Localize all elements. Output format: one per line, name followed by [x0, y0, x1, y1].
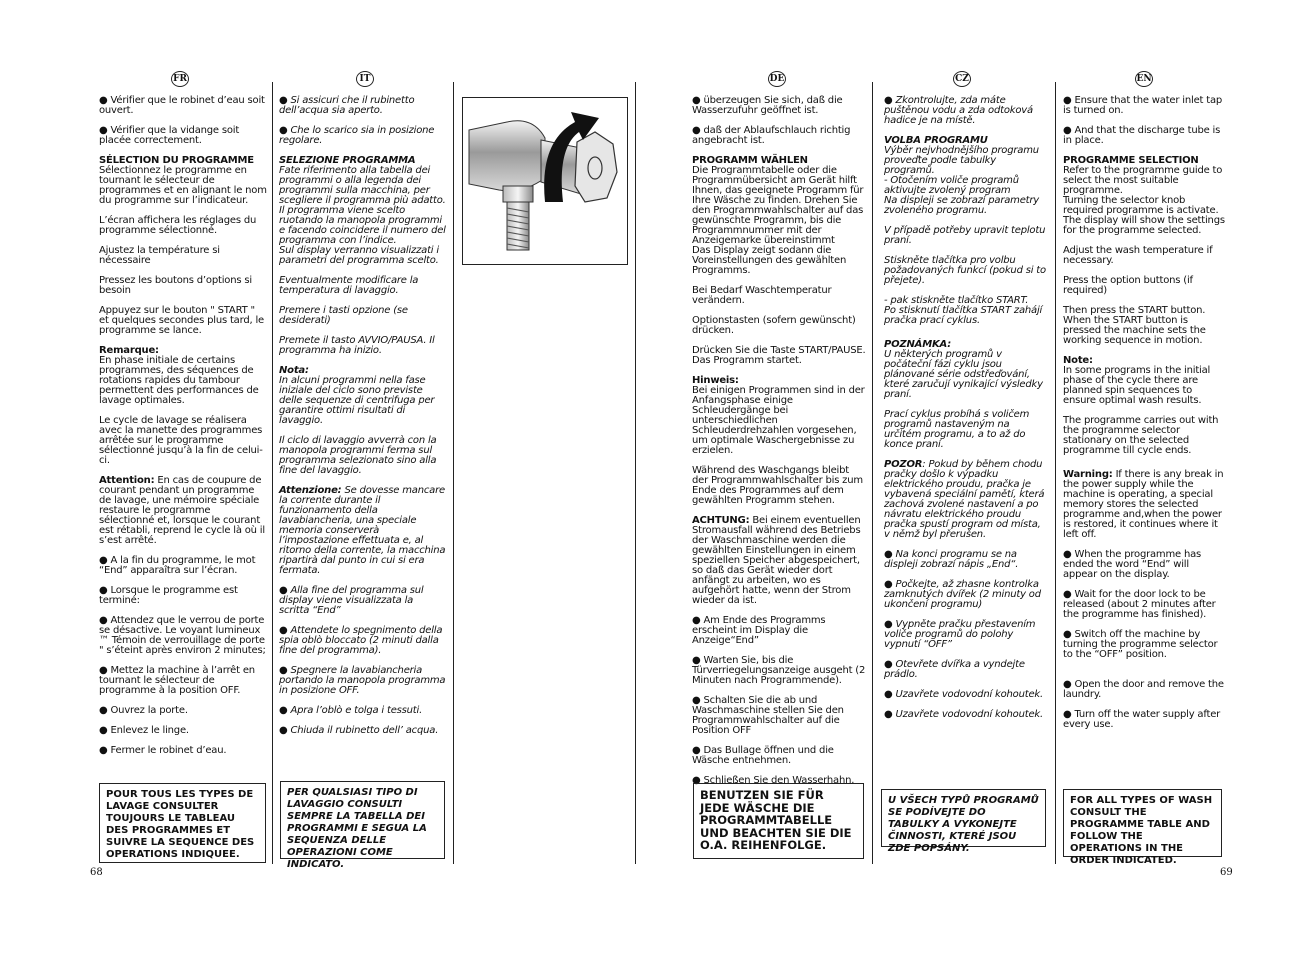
cz-heading-warning: POZOR [884, 459, 923, 470]
it-p11: Se dovesse mancare la corrente durante il funzionamento della lavabiancheria, una speciale memoria conserverà l’impostazione effettuata e, al ritorno della corrente, la macchina ripartirà dal punto in cui si era fermata. [279, 485, 446, 576]
de-p7: Drücken Sie die Taste START/PAUSE. Das Programm startet. [692, 345, 866, 366]
en-p11: If there is any break in the power supply while the machine is operating, a special memory stores the selected programme and,when the power is restored, it continues where it left off. [1063, 469, 1224, 540]
cz-p1: ● Zkontrolujte, zda máte puštěnou vodu a zda odtoková hadice je na místě. [884, 95, 1033, 126]
fr-attention [99, 476, 267, 546]
it-p3: Fate riferimento alla tabella dei programmi o alla legenda dei programmi sulla macchina, per scegliere il programma più adatto. [279, 165, 446, 206]
it-p1: ● Si assicuri che il rubinetto dell’acqua sia aperto. [279, 95, 415, 116]
cz-p8: Po stisknutí tlačítka START zahájí pračka prací cyklus. [884, 305, 1043, 326]
de-hint [692, 376, 867, 456]
it-attention [279, 486, 446, 576]
it-p5: Sul display verranno visualizzati i parametri del programma scelto. [279, 245, 439, 266]
de-p12: ● Warten Sie, bis die Türverriegelungsanzeige ausgeht (2 Minuten nach Programmende). [692, 655, 866, 686]
fr-notice-box: POUR TOUS LES TYPES DE LAVAGE CONSULTER TOUJOURS LE TABLEAU DES PROGRAMMES ET SUIVRE LA SEQUENCE DES OPERATIONS INDIQUEE. [99, 783, 266, 863]
it-p14: ● Spegnere la lavabiancheria portando la manopola programma in posizione OFF. [279, 665, 446, 696]
en-p2: ● And that the discharge tube is in place. [1063, 125, 1221, 146]
column-rule-3 [635, 82, 636, 864]
en-p10: The programme carries out with the programme selector stationary on the selected programme till cycle ends. [1063, 415, 1219, 456]
cz-p12: ● Na konci programu se na displeji zobrazí nápis „End“. [884, 549, 1019, 570]
en-warning [1063, 470, 1225, 540]
fr-column [99, 96, 267, 766]
fr-p13: ● Attendez que le verrou de porte se désactive. Le voyant lumineux ™ Témoin de verrouillage de porte " s’éteint après environ 2 minutes; [99, 615, 266, 656]
cz-p10: Prací cyklus probíhá s voličem programů nastaveným na určitém programu, a to až do konce praní. [884, 409, 1030, 450]
it-p6: Eventualmente modificare la temperatura di lavaggio. [279, 275, 419, 296]
language-badge-en: EN [1135, 71, 1153, 87]
de-p10: Bei einem eventuellen Stromausfall während des Betriebs der Waschmaschine werden die gewählten Einstellungen in einem speziellen Speicher abgespeichert, so daß das Gerät wieder dort anfängt zu arbeiten, wo es aufgehört hatte, wenn der Strom wieder da ist. [692, 515, 861, 606]
de-p2: ● daß der Ablaufschlauch richtig angebracht ist. [692, 125, 851, 146]
it-section [279, 156, 446, 206]
it-note [279, 366, 446, 426]
de-p6: Optionstasten (sofern gewünscht) drücken. [692, 315, 856, 336]
en-p1: ● Ensure that the water inlet tap is turned on. [1063, 95, 1223, 116]
rotate-arrow-icon [535, 102, 605, 212]
en-p3: Refer to the programme guide to select the most suitable programme. [1063, 165, 1223, 196]
de-column [692, 96, 867, 796]
cz-p4: Na displeji se zobrazí parametry zvoleného programu. [884, 195, 1039, 216]
de-p3: Die Programmtabelle oder die Programmübersicht am Gerät hilft Ihnen, das geeignete Programm für Ihre Wäsche zu finden. Drehen Sie den Programmwahlschalter auf das gewünschte Programm, bis die Programmnummer mit der Anzeigemarke übereinstimmt [692, 165, 864, 246]
cz-p6: Stiskněte tlačítka pro volbu požadovaných funkcí (pokud si to přejete). [884, 255, 1046, 286]
cz-note [884, 340, 1046, 400]
it-notice-box: PER QUALSIASI TIPO DI LAVAGGIO CONSULTI SEMPRE LA TABELLA DEI PROGRAMMI E SEGUA LA SEQUENZA DELLE OPERAZIONI COME INDICATO. [280, 781, 445, 859]
en-heading-note: Note: [1063, 355, 1093, 366]
de-heading-hint: Hinweis: [692, 375, 739, 386]
it-heading-selection: SELEZIONE PROGRAMMA [279, 155, 416, 166]
en-p6: Adjust the wash temperature if necessary. [1063, 245, 1213, 266]
fr-p7: Appuyez sur le bouton " START " et quelques secondes plus tard, le programme se lance. [99, 305, 264, 336]
de-p9: Während des Waschgangs bleibt der Programmwahlschalter bis zum Ende des Programmes auf dem gewählten Programm stehen. [692, 465, 863, 506]
language-badge-it: IT [356, 71, 374, 87]
en-p15: ● Open the door and remove the laundry. [1063, 679, 1224, 700]
language-badge-fr: FR [171, 71, 189, 87]
fr-heading-selection: SÉLECTION DU PROGRAMME [99, 155, 254, 166]
cz-heading-note: POZNÁMKA: [884, 339, 952, 350]
en-p8: Then press the START button. When the START button is pressed the machine sets the working sequence in motion. [1063, 305, 1206, 346]
it-heading-attention: Attenzione: [279, 485, 342, 496]
cz-heading-selection: VOLBA PROGRAMU [884, 135, 988, 146]
de-p14: ● Das Bullage öffnen und die Wäsche entnehmen. [692, 745, 834, 766]
column-rule-4 [872, 82, 873, 864]
it-p13: ● Attendete lo spegnimento della spia oblò bloccato (2 minuti dalla fine del programma). [279, 625, 443, 656]
cz-p2: Výběr nejvhodnějšího programu proveďte podle tabulky programů. [884, 145, 1039, 176]
en-p14: ● Switch off the machine by turning the programme selector to the “OFF” position. [1063, 629, 1218, 660]
column-rule-2 [453, 82, 454, 864]
fr-p14: ● Mettez la machine à l’arrêt en tournant le sélecteur de programme à la position OFF. [99, 665, 255, 696]
de-attention [692, 516, 867, 606]
it-p2: ● Che lo scarico sia in posizione regolare. [279, 125, 435, 146]
cz-section [884, 136, 1046, 176]
page-number-right: 69 [1220, 867, 1233, 878]
en-section [1063, 156, 1225, 196]
cz-p7: - pak stiskněte tlačítko START. [884, 295, 1029, 306]
de-p15: ● Schließen Sie den Wasserhahn. [692, 775, 855, 786]
fr-p3: Sélectionnez le programme en tournant le sélecteur de programmes et en alignant le nom du programme sur l’indicateur. [99, 165, 267, 206]
cz-p9: U některých programů v počáteční fázi cyklu jsou plánované série odstřeďování, které zaručují vynikající výsledky praní. [884, 349, 1043, 400]
en-notice-box: FOR ALL TYPES OF WASH CONSULT THE PROGRAMME TABLE AND FOLLOW THE OPERATIONS IN THE ORDER INDICATED. [1063, 789, 1222, 857]
en-p12: ● When the programme has ended the word “End” will appear on the display. [1063, 549, 1202, 580]
page-number-left: 68 [90, 867, 103, 878]
cz-p16: ● Uzavřete vodovodní kohoutek. [884, 689, 1043, 700]
fr-heading-remark: Remarque: [99, 345, 159, 356]
de-p13: ● Schalten Sie die ab und Waschmaschine stellen Sie den Programmwahlschalter auf die Position OFF [692, 695, 844, 736]
language-badge-cz: CZ [953, 71, 971, 87]
en-p16: ● Turn off the water supply after every use. [1063, 709, 1221, 730]
en-heading-warning: Warning: [1063, 469, 1113, 480]
cz-column [884, 96, 1046, 730]
it-heading-note: Nota: [279, 365, 309, 376]
fr-p2: ● Vérifier que la vidange soit placée correctement. [99, 125, 240, 146]
de-section [692, 156, 867, 246]
fr-p12: ● Lorsque le programme est terminé: [99, 585, 238, 606]
en-column [1063, 96, 1225, 740]
de-p8: Bei einigen Programmen sind in der Anfangsphase einige Schleudergänge bei unterschiedlichen Schleuderdrehzahlen vorgesehen, um optimale Waschergebnisse zu erzielen. [692, 385, 865, 456]
en-p4: Turning the selector knob required programme is activate. [1063, 195, 1219, 216]
de-heading-attention: ACHTUNG: [692, 515, 750, 526]
it-p12: ● Alla fine del programma sul display viene visualizzata la scritta “End” [279, 585, 424, 616]
de-notice-box: BENUTZEN SIE FÜR JEDE WÄSCHE DIE PROGRAMMTABELLE UND BEACHTEN SIE DIE O.A. REIHENFOLGE. [693, 783, 864, 859]
cz-p14: ● Vypněte pračku přestavením voliče programů do polohy vypnutí “OFF” [884, 619, 1036, 650]
de-p1: ● überzeugen Sie sich, daß die Wasserzufuhr geöffnet ist. [692, 95, 843, 116]
column-rule-1 [272, 82, 273, 864]
fr-p15: ● Ouvrez la porte. [99, 705, 188, 716]
en-p7: Press the option buttons (if required) [1063, 275, 1193, 296]
fr-section [99, 156, 267, 206]
water-tap-illustration [462, 97, 628, 265]
fr-remark [99, 346, 267, 406]
fr-p1: ● Vérifier que le robinet d’eau soit ouvert. [99, 95, 265, 116]
cz-notice-box: U VŠECH TYPŮ PROGRAMŮ SE PODÍVEJTE DO TABULKY A VYKONEJTE ČINNOSTI, KTERÉ JSOU ZDE POPSÁNY. [881, 789, 1046, 847]
cz-p17: ● Uzavřete vodovodní kohoutek. [884, 709, 1043, 720]
en-p9: In some programs in the initial phase of the cycle there are planned spin sequences to ensure optimal wash results. [1063, 365, 1211, 406]
de-p4: Das Display zeigt sodann die Voreinstellungen des gewählten Programms. [692, 245, 847, 276]
fr-heading-attention: Attention: [99, 475, 155, 486]
cz-p3: - Otočením voliče programů aktivujte zvolený program [884, 175, 1019, 196]
en-heading-selection: PROGRAMME SELECTION [1063, 155, 1199, 166]
de-heading-selection: PROGRAMM WÄHLEN [692, 155, 808, 166]
it-p15: ● Apra l’oblò e tolga i tessuti. [279, 705, 423, 716]
en-note [1063, 356, 1225, 406]
it-p10: Il ciclo di lavaggio avverrà con la manopola programmi ferma sul programma selezionato sino alla fine del lavaggio. [279, 435, 437, 476]
it-p8: Premete il tasto AVVIO/PAUSA. Il programma ha inizio. [279, 335, 435, 356]
language-badge-de: DE [768, 71, 786, 87]
fr-p16: ● Enlevez le linge. [99, 725, 189, 736]
it-p4: Il programma viene scelto ruotando la manopola programmi e facendo coincidere il numero del programma con l’indice. [279, 205, 446, 246]
it-column [279, 96, 446, 746]
fr-p17: ● Fermer le robinet d’eau. [99, 745, 227, 756]
fr-p4: L’écran affichera les réglages du programme sélectionné. [99, 215, 257, 236]
fr-p11: ● A la fin du programme, le mot “End” apparaîtra sur l’écran. [99, 555, 256, 576]
cz-p5: V případě potřeby upravit teplotu praní. [884, 225, 1046, 246]
en-p13: ● Wait for the door lock to be released (about 2 minutes after the programme has finished). [1063, 589, 1216, 620]
de-p5: Bei Bedarf Waschtemperatur verändern. [692, 285, 832, 306]
it-p7: Premere i tasti opzione (se desiderati) [279, 305, 408, 326]
it-p9: In alcuni programmi nella fase iniziale del ciclo sono previste delle sequenze di centrifuga per garantire ottimi risultati di lavaggio. [279, 375, 435, 426]
cz-p13: ● Počkejte, až zhasne kontrolka zamknutých dvířek (2 minuty od ukončení programu) [884, 579, 1041, 610]
cz-p11: : Pokud by během chodu pračky došlo k výpadku elektrického proudu, pračka je vybavená speciální pamětí, která zachová zvolené nastavení a po návratu elektrického proudu pračka spustí program od místa, v němž byl přerušen. [884, 459, 1045, 540]
fr-p9: Le cycle de lavage se réalisera avec la manette des programmes arrêtée sur le programme sélectionné jusqu’à la fin de celui-ci. [99, 415, 263, 466]
fr-p10: En cas de coupure de courant pendant un programme de lavage, une mémoire spéciale restaure le programme sélectionné et, lorsque le courant est rétabli, reprend le cycle là où il s’est arrêté. [99, 475, 265, 546]
it-p16: ● Chiuda il rubinetto dell’ acqua. [279, 725, 439, 736]
column-rule-5 [1055, 82, 1056, 864]
fr-p6: Pressez les boutons d’options si besoin [99, 275, 252, 296]
fr-p8: En phase initiale de certains programmes, des séquences de rotations rapides du tambour permettent des performances de lavage optimales. [99, 355, 259, 406]
cz-warning [884, 460, 1046, 540]
cz-p15: ● Otevřete dvířka a vyndejte prádlo. [884, 659, 1025, 680]
fr-p5: Ajustez la température si nécessaire [99, 245, 220, 266]
de-p11: ● Am Ende des Programms erscheint im Display die Anzeige“End” [692, 615, 826, 646]
en-p5: The display will show the settings for the programme selected. [1063, 215, 1225, 236]
